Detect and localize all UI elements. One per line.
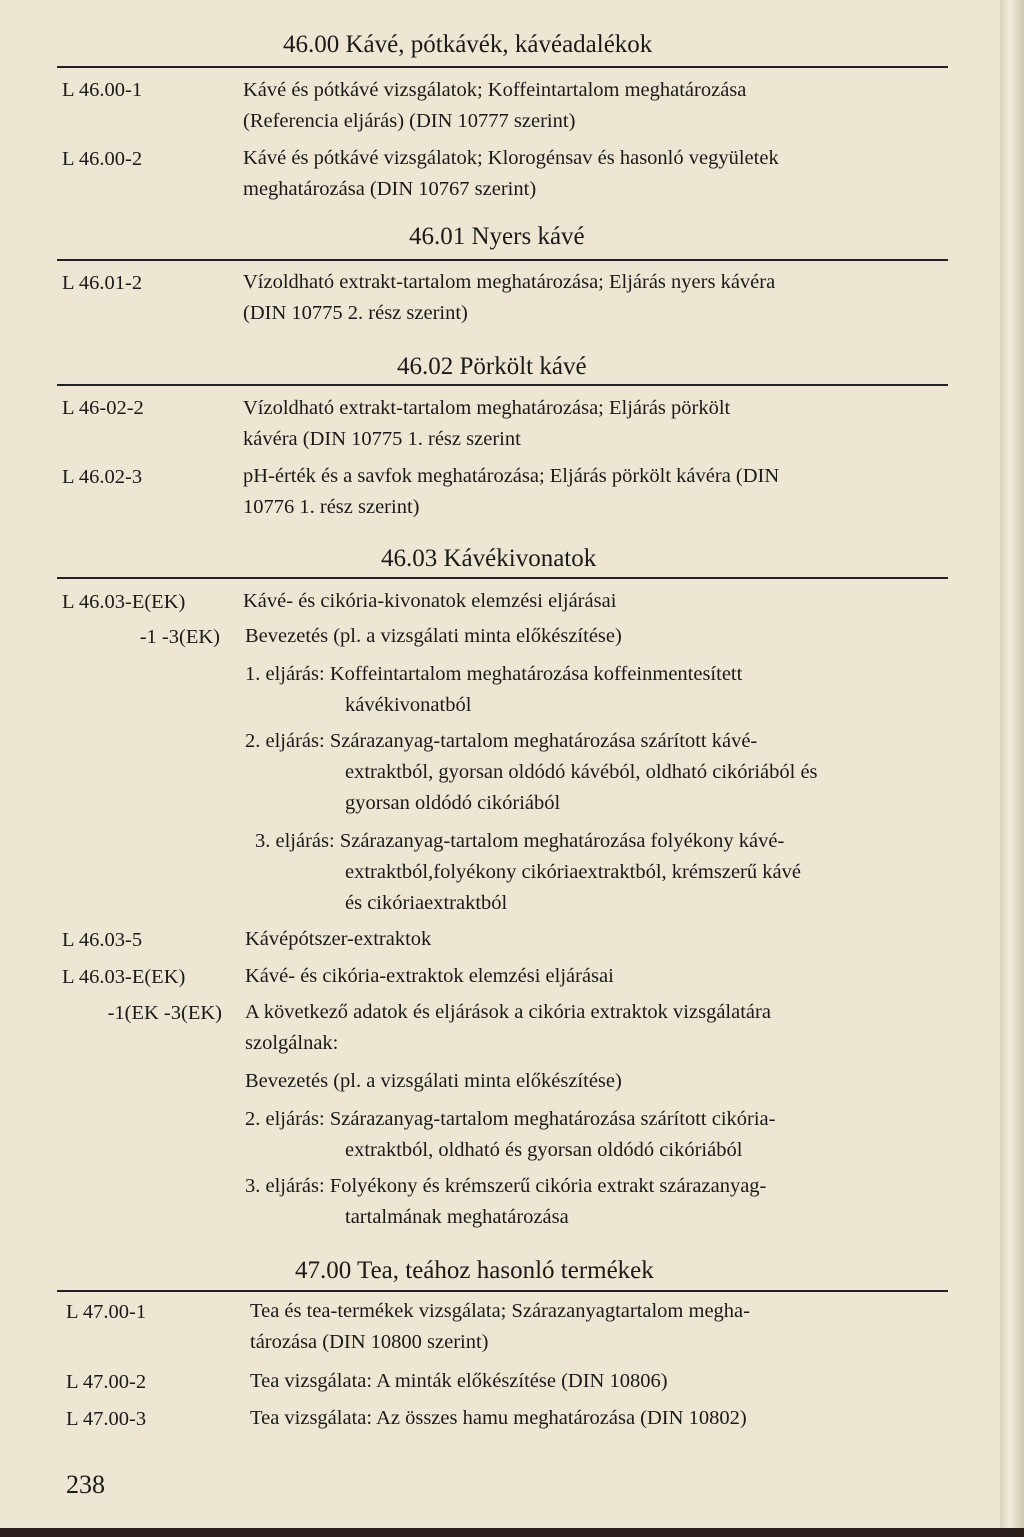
section-rule [57, 1290, 948, 1292]
entry-line: Tea és tea-termékek vizsgálata; Szárazanyagtartalom megha- [250, 1300, 750, 1322]
entry-code: L 46-02-2 [62, 397, 144, 419]
entry-code: L 46.00-2 [62, 148, 143, 170]
section-title-46-01: 46.01 Nyers kávé [409, 223, 585, 250]
entry-line: tartalmának meghatározása [345, 1206, 569, 1228]
section-title-47-00: 47.00 Tea, teához hasonló termékek [295, 1257, 654, 1284]
entry-text [243, 586, 616, 617]
entry-line: 1. eljárás: Koffeintartalom meghatározása koffeinmentesített [245, 663, 743, 685]
entry-code: L 46.03-E(EK) [62, 966, 186, 988]
entry-code: L 47.00-2 [66, 1371, 147, 1393]
entry-text [250, 1296, 750, 1358]
entry-line: Kávé és pótkávé vizsgálatok; Koffeintartalom meghatározása [243, 79, 747, 101]
page-number: 238 [66, 1470, 105, 1499]
method-item [245, 726, 818, 819]
entry-code: L 46.03-5 [62, 929, 143, 951]
entry-line: Tea vizsgálata: Az összes hamu meghatározása (DIN 10802) [250, 1407, 747, 1429]
section-title-46-03: 46.03 Kávékivonatok [381, 545, 597, 572]
entry-line: extraktból, gyorsan oldódó kávéból, oldható cikóriából és [345, 761, 818, 783]
entry-line: Tea vizsgálata: A minták előkészítése (DIN 10806) [250, 1370, 668, 1392]
section-rule [57, 384, 948, 386]
entry-text [245, 924, 431, 955]
entry-line: meghatározása (DIN 10767 szerint) [243, 178, 537, 200]
entry-text [250, 1366, 668, 1397]
entry-code: -1(EK -3(EK) [107, 1002, 222, 1024]
section-title-46-00: 46.00 Kávé, pótkávék, kávéadalékok [283, 31, 653, 58]
entry-code: -1 -3(EK) [139, 626, 220, 648]
entry-line: Kávé- és cikória-kivonatok elemzési eljárásai [243, 590, 617, 612]
entry-line: Vízoldható extrakt-tartalom meghatározása; Eljárás pörkölt [243, 397, 731, 419]
entry-line: Vízoldható extrakt-tartalom meghatározása; Eljárás nyers kávéra [243, 271, 776, 293]
method-item [245, 659, 742, 721]
entry-text [243, 143, 779, 205]
entry-text [243, 75, 746, 137]
section-rule [57, 259, 948, 261]
entry-text [250, 1403, 747, 1434]
entry-line: kávékivonatból [345, 694, 472, 716]
entry-line: 2. eljárás: Szárazanyag-tartalom meghatározása szárított cikória- [245, 1108, 776, 1130]
entry-line: Kávépótszer-extraktok [245, 928, 432, 950]
entry-text [245, 961, 614, 992]
section-rule [57, 66, 948, 68]
entry-text [245, 997, 771, 1059]
entry-line: és cikóriaextraktból [345, 892, 508, 914]
entry-line: (Referencia eljárás) (DIN 10777 szerint) [243, 110, 576, 132]
entry-line: 3. eljárás: Szárazanyag-tartalom meghatározása folyékony kávé- [255, 830, 785, 852]
entry-line: Kávé és pótkávé vizsgálatok; Klorogénsav és hasonló vegyületek [243, 147, 779, 169]
entry-code: L 47.00-1 [66, 1301, 147, 1323]
method-item [245, 1171, 766, 1233]
entry-code: L 47.00-3 [66, 1408, 147, 1430]
entry-line: gyorsan oldódó cikóriából [345, 792, 561, 814]
entry-line: 3. eljárás: Folyékony és krémszerű cikória extrakt szárazanyag- [245, 1175, 767, 1197]
entry-line: Kávé- és cikória-extraktok elemzési eljárásai [245, 965, 614, 987]
entry-line: kávéra (DIN 10775 1. rész szerint [243, 428, 521, 450]
entry-line: Bevezetés (pl. a vizsgálati minta előkészítése) [245, 1070, 622, 1092]
entry-text [243, 461, 779, 523]
entry-text [243, 267, 775, 329]
entry-code: L 46.03-E(EK) [62, 591, 186, 613]
method-item [245, 1104, 775, 1166]
entry-code: L 46.01-2 [62, 272, 143, 294]
entry-line: extraktból, oldható és gyorsan oldódó cikóriából [345, 1139, 743, 1161]
entry-code: L 46.00-1 [62, 79, 143, 101]
entry-text [243, 393, 730, 455]
entry-line: extraktból,folyékony cikóriaextraktból, krémszerű kávé [345, 861, 801, 883]
entry-code: L 46.02-3 [62, 466, 143, 488]
entry-line: 2. eljárás: Szárazanyag-tartalom meghatározása szárított kávé- [245, 730, 758, 752]
section-title-46-02: 46.02 Pörkölt kávé [397, 353, 587, 380]
section-rule [57, 577, 948, 579]
method-item [255, 826, 801, 919]
entry-line: A következő adatok és eljárások a cikória extraktok vizsgálatára [245, 1001, 771, 1023]
entry-text [245, 621, 622, 652]
entry-text [245, 1066, 622, 1097]
page-bottom-edge [0, 1528, 1024, 1537]
entry-line: Bevezetés (pl. a vizsgálati minta előkészítése) [245, 625, 622, 647]
entry-line: szolgálnak: [245, 1032, 339, 1054]
entry-line: (DIN 10775 2. rész szerint) [243, 302, 468, 324]
entry-line: 10776 1. rész szerint) [243, 496, 420, 518]
entry-line: pH-érték és a savfok meghatározása; Eljárás pörkölt kávéra (DIN [243, 465, 780, 487]
entry-line: tározása (DIN 10800 szerint) [250, 1331, 489, 1353]
book-spine-edge [1000, 0, 1024, 1537]
